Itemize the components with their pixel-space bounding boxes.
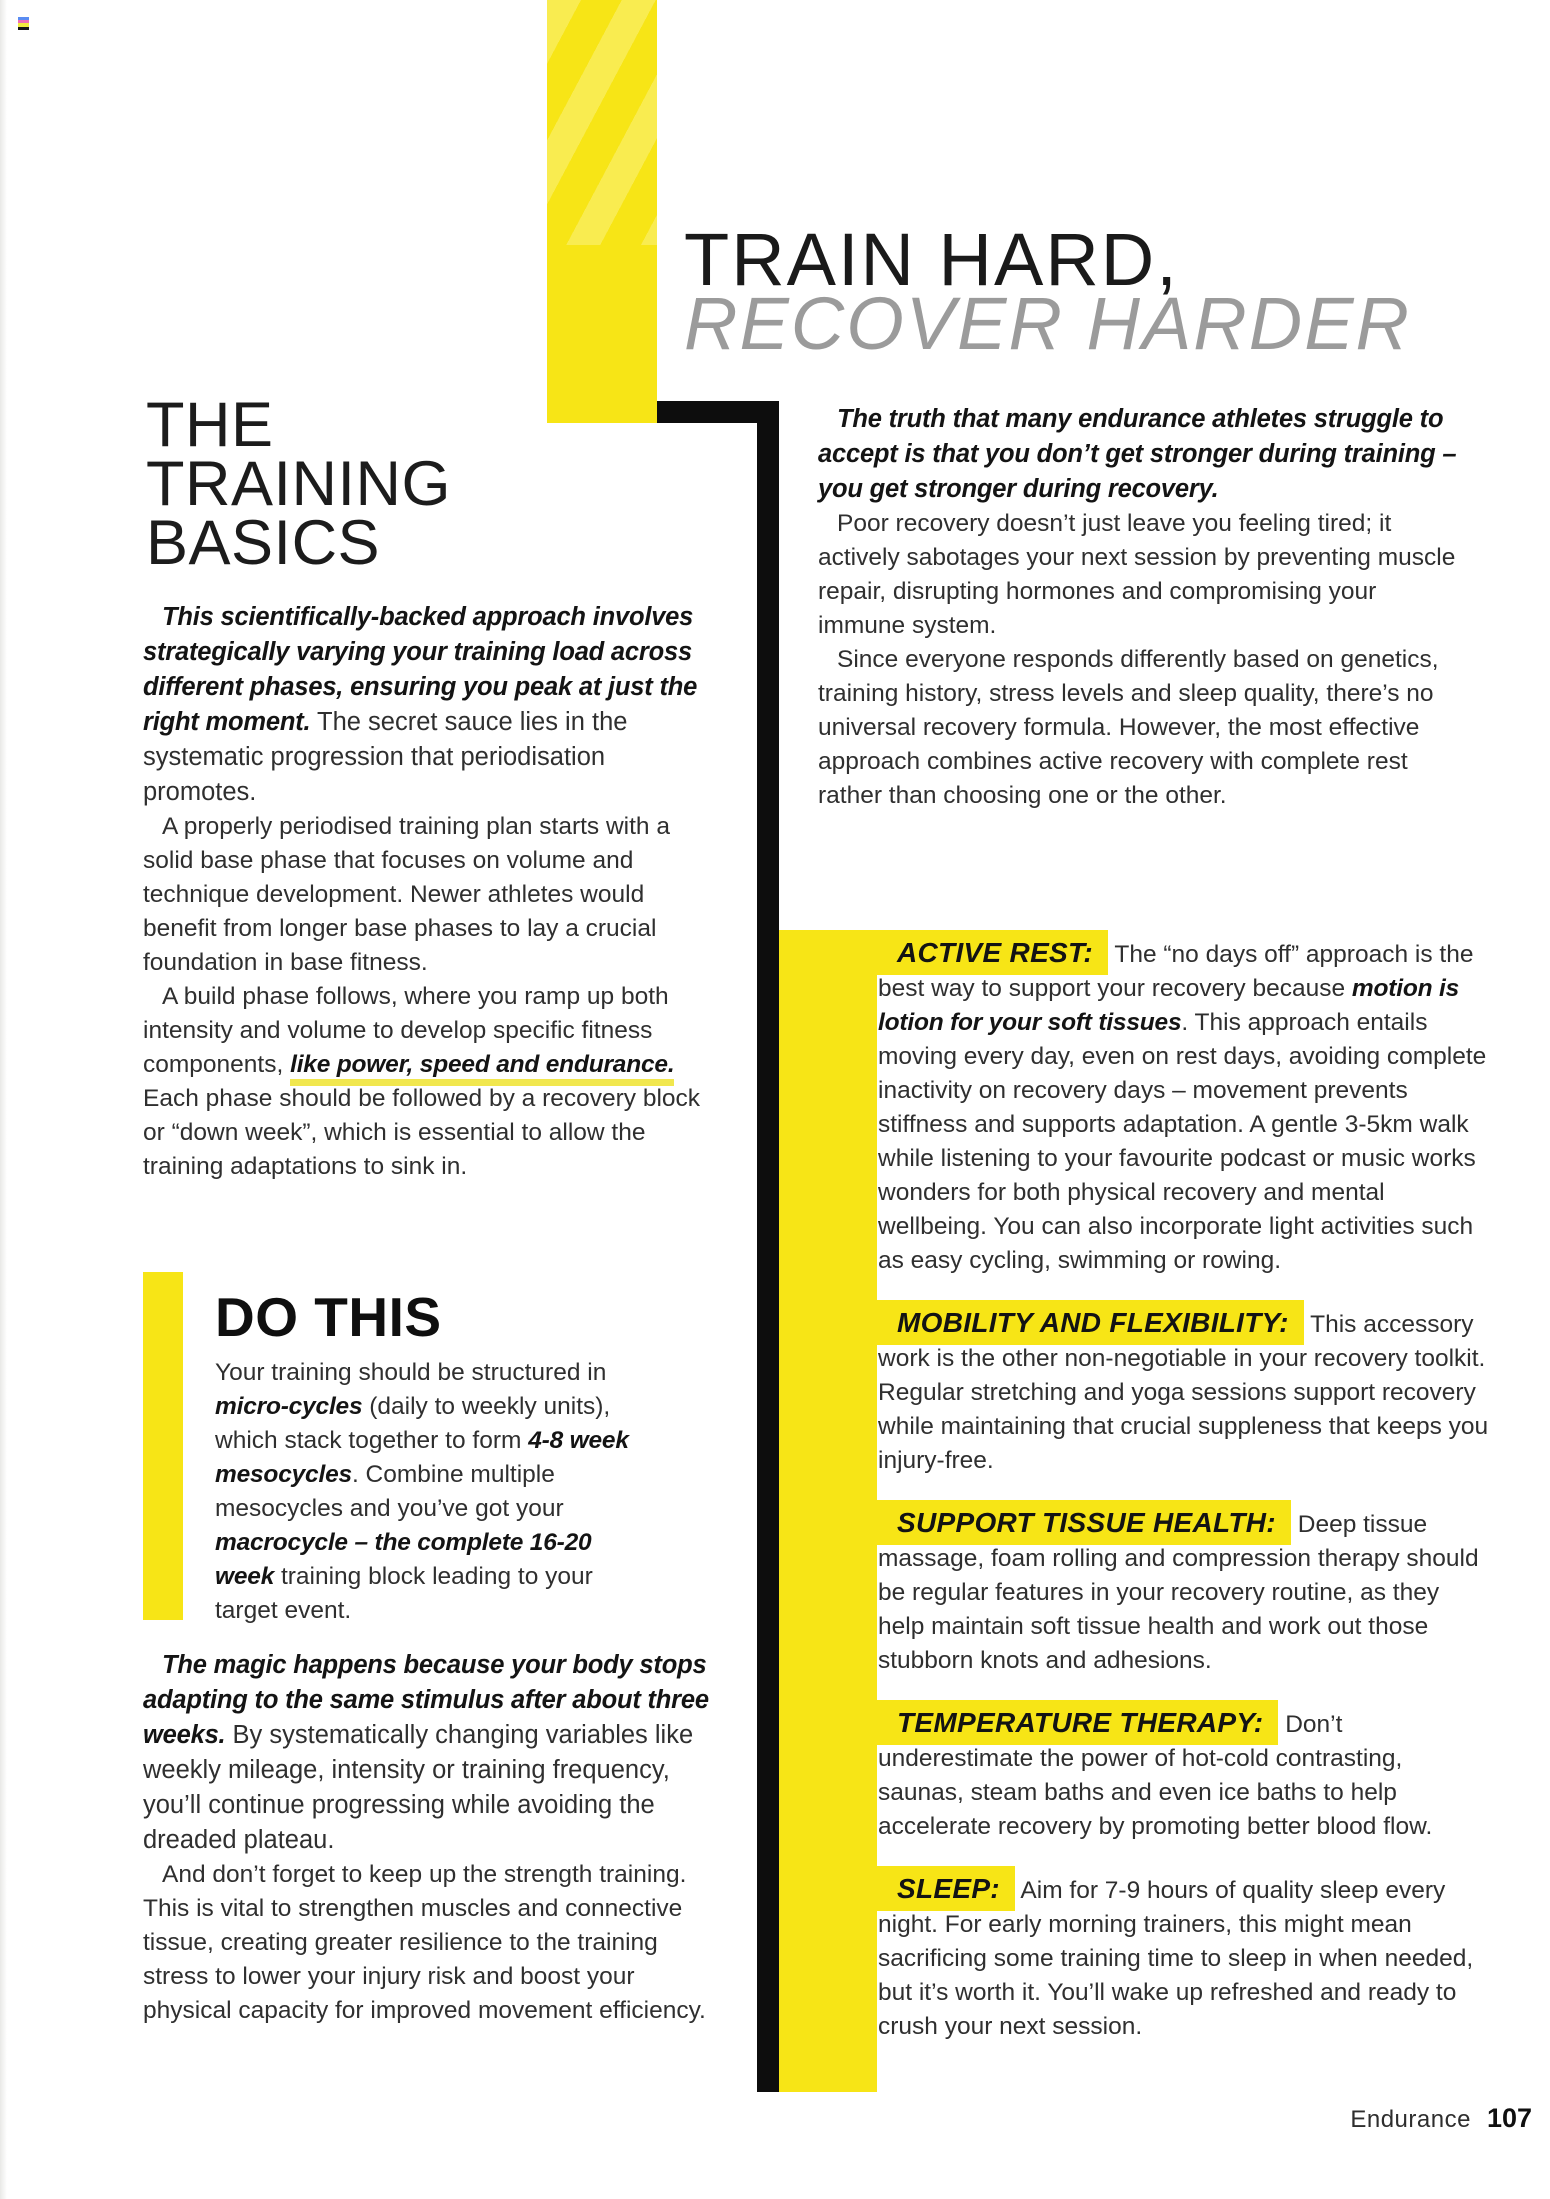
do-this-body <box>215 1356 649 1628</box>
article-heading-line-1: THE <box>146 390 274 460</box>
left-column-lower-body <box>143 1648 715 2028</box>
paragraph-build-phase <box>143 980 715 1184</box>
masthead-title: TRAIN HARD, <box>684 218 1179 301</box>
paragraph-base-phase: A properly periodised training plan starts with a solid base phase that focuses on volume and technique development. Newer athletes would benefit from longer base phases to lay a crucial foundation in base fitness. <box>143 813 670 976</box>
highlight-underline-phrase: like power, speed and endurance. <box>290 1051 674 1086</box>
article-heading <box>146 390 452 578</box>
recovery-sections <box>779 936 1491 2072</box>
section-body-bold: motion is lotion for your soft tissues <box>878 975 1460 1036</box>
do-this-seg1: Your training should be structured in <box>215 1359 607 1386</box>
section-body: Aim for 7-9 hours of quality sleep every night. For early morning trainers, this might mean sacrificing some training time to sleep in when needed, but it’s worth it. You’ll wake up refreshed and ready to crush your next session. <box>878 1877 1474 2040</box>
top-yellow-bar <box>547 0 657 423</box>
reg-stripe-black <box>18 27 29 30</box>
recovery-intro <box>818 402 1466 813</box>
section-body-post: . This approach entails moving every day, even on rest days, avoiding complete inactivity on recovery days – movement prevents stiffness and supports adaptation. A gentle 3-5km walk while listening to your favourite podcast or music works wonders for both physical recovery and mental wellbeing. You can also incorporate light activities such as easy cycling, swimming or rowing. <box>878 1009 1487 1274</box>
section-label-active-rest: ACTIVE REST: <box>779 930 1108 975</box>
yellow-bar-stripes <box>547 0 657 245</box>
do-this-seg2: micro-cycles <box>215 1393 363 1420</box>
section-label-sleep: SLEEP: <box>779 1866 1015 1911</box>
lead-paragraph <box>143 600 715 810</box>
corner-black-vertical-bar <box>757 401 779 2092</box>
do-this-seg6: macrocycle – the complete 16-20 week <box>215 1529 592 1590</box>
build-phase-post: Each phase should be followed by a recovery block or “down week”, which is essential to allow the training adaptations to sink in. <box>143 1085 701 1180</box>
section-support-tissue-health <box>878 1506 1491 1678</box>
section-label-tissue: SUPPORT TISSUE HEALTH: <box>779 1500 1291 1545</box>
section-mobility-flexibility <box>878 1306 1491 1478</box>
magic-paragraph-rest: By systematically changing variables like weekly mileage, intensity or training frequency, you’ll continue progressing while avoiding the dreaded plateau. <box>143 1721 694 1854</box>
masthead <box>684 218 1411 365</box>
recovery-paragraph-1: Poor recovery doesn’t just leave you feeling tired; it actively sabotages your next session by preventing muscle repair, disrupting hormones and compromising your immune system. <box>818 510 1456 639</box>
do-this-callout <box>215 1288 649 1628</box>
section-sleep <box>878 1872 1491 2044</box>
section-body: This accessory work is the other non-negotiable in your recovery toolkit. Regular stretching and yoga sessions support recovery while maintaining that crucial suppleness that keeps you injury-free. <box>878 1311 1489 1474</box>
do-this-seg4: 4-8 week mesocycles <box>215 1427 629 1488</box>
footer-magazine-name: Endurance <box>1350 2106 1471 2133</box>
magic-paragraph <box>143 1648 715 1858</box>
print-registration-mark <box>18 17 29 30</box>
page-footer <box>1350 2103 1532 2134</box>
section-active-rest <box>878 936 1491 1278</box>
article-heading-line-2: TRAINING <box>146 449 452 519</box>
recovery-lead-paragraph: The truth that many endurance athletes struggle to accept is that you don’t get stronger during training – you get stronger during recovery. <box>818 405 1457 503</box>
recovery-paragraph-2: Since everyone responds differently based on genetics, training history, stress levels and sleep quality, there’s no universal recovery formula. However, the most effective approach combines active recovery with complete rest rather than choosing one or the other. <box>818 646 1439 809</box>
masthead-subtitle: RECOVER HARDER <box>684 282 1411 365</box>
left-column-body <box>143 600 715 1184</box>
article-heading-line-3: BASICS <box>146 508 381 578</box>
do-this-yellow-bar <box>143 1272 183 1620</box>
do-this-heading: DO THIS <box>215 1286 442 1348</box>
section-body: Don’t underestimate the power of hot-cold contrasting, saunas, steam baths and even ice baths to help accelerate recovery by promoting better blood flow. <box>878 1711 1433 1840</box>
strength-paragraph: And don’t forget to keep up the strength training. This is vital to strengthen muscles and connective tissue, creating greater resilience to the training stress to lower your injury risk and boost your physical capacity for improved movement efficiency. <box>143 1861 706 2024</box>
section-label-mobility: MOBILITY AND FLEXIBILITY: <box>779 1300 1304 1345</box>
section-temperature-therapy <box>878 1706 1491 1844</box>
lead-paragraph-rest: The secret sauce lies in the systematic progression that periodisation promotes. <box>143 708 628 806</box>
section-body-pre: The “no days off” approach is the best way to support your recovery because <box>878 941 1474 1002</box>
magic-paragraph-bold: The magic happens because your body stops adapting to the same stimulus after about three weeks. <box>143 1651 709 1749</box>
section-label-temperature: TEMPERATURE THERAPY: <box>779 1700 1278 1745</box>
do-this-seg5: . Combine multiple mesocycles and you’ve got your <box>215 1461 564 1522</box>
do-this-seg3: (daily to weekly units), which stack together to form <box>215 1393 611 1454</box>
footer-page-number: 107 <box>1486 2103 1532 2133</box>
lead-paragraph-bold: This scientifically-backed approach involves strategically varying your training load across different phases, ensuring you peak at just the right moment. <box>143 603 698 736</box>
section-body: Deep tissue massage, foam rolling and compression therapy should be regular features in your recovery routine, as they help maintain soft tissue health and work out those stubborn knots and adhesions. <box>878 1511 1479 1674</box>
do-this-seg7: training block leading to your target event. <box>215 1563 593 1624</box>
build-phase-pre: A build phase follows, where you ramp up both intensity and volume to develop specific fitness components, <box>143 983 669 1078</box>
